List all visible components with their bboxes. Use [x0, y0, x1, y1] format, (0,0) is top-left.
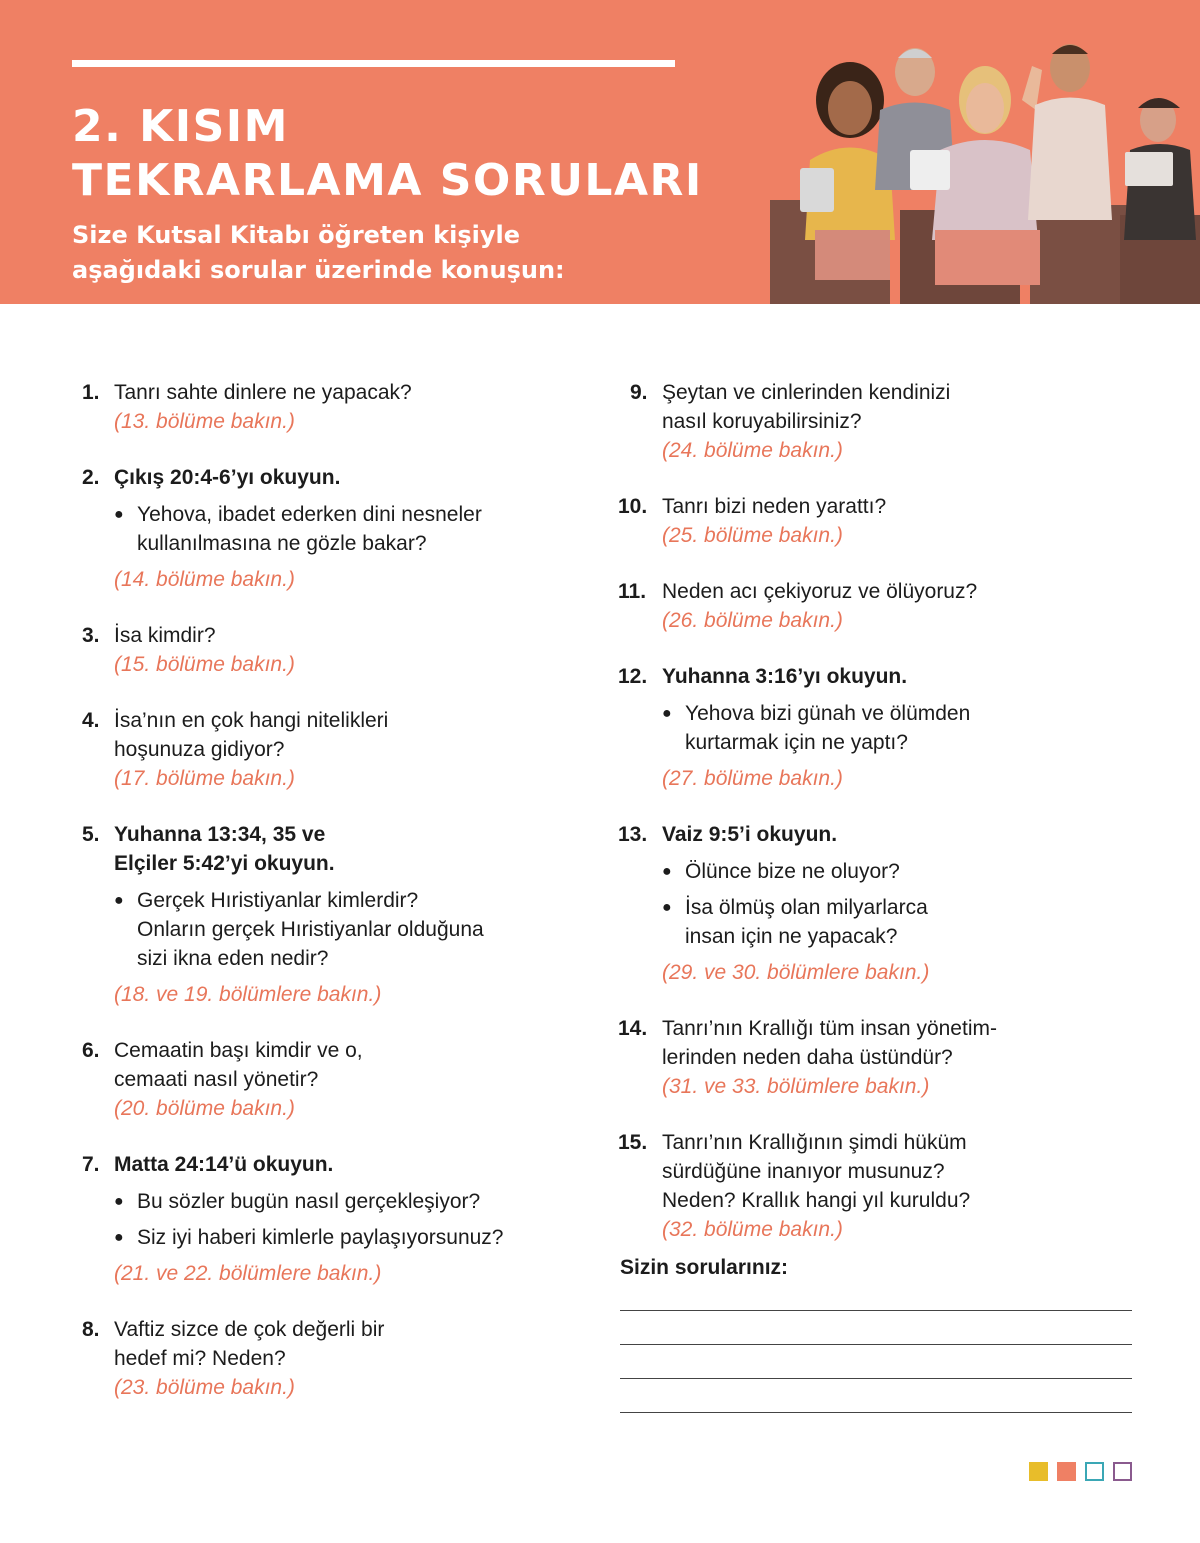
answer-line	[620, 1412, 1132, 1413]
scripture-instruction: Matta 24:14’ü okuyun.	[114, 1153, 334, 1176]
page-title	[72, 100, 703, 208]
question-number: 13.	[618, 823, 648, 846]
progress-square-empty	[1113, 1462, 1132, 1481]
header-banner	[0, 0, 1200, 304]
scripture-instruction: Çıkış 20:4-6’yı okuyun.	[114, 466, 341, 489]
question-text: Vaftiz sizce de çok değerli bir	[114, 1318, 385, 1341]
section-progress-squares	[1029, 1462, 1133, 1482]
question-number: 10.	[618, 495, 648, 518]
chapter-reference: (24. bölüme bakın.)	[662, 439, 843, 462]
question-number: 1.	[82, 381, 100, 404]
chapter-reference: (15. bölüme bakın.)	[114, 653, 295, 676]
scripture-instruction: Vaiz 9:5’i okuyun.	[662, 823, 838, 846]
bullet-item: ● Bu sözler bugün nasıl gerçekleşiyor?	[114, 1187, 582, 1216]
your-questions-label: Sizin sorularınız:	[620, 1256, 789, 1279]
bullet-list	[114, 1187, 582, 1252]
progress-square-filled	[1057, 1462, 1076, 1481]
chapter-reference: (27. bölüme bakın.)	[662, 767, 843, 790]
question-text: Şeytan ve cinlerinden kendinizi	[662, 381, 951, 404]
chapter-reference: (20. bölüme bakın.)	[114, 1097, 295, 1120]
answer-line	[620, 1344, 1132, 1345]
question-text: cemaati nasıl yönetir?	[114, 1068, 319, 1091]
bullet-item: ● Yehova bizi günah ve ölümden kurtarmak için ne yaptı?	[662, 699, 1148, 757]
bullet-list	[114, 886, 582, 973]
question-text: nasıl koruyabilirsiniz?	[662, 410, 862, 433]
progress-square-empty	[1085, 1462, 1104, 1481]
subtitle-line: Size Kutsal Kitabı öğreten kişiyle	[72, 221, 520, 249]
question-9	[618, 378, 1148, 465]
bullet-item: ● İsa ölmüş olan milyarlarca insan için ne yapacak?	[662, 893, 1148, 951]
page-subtitle	[72, 218, 565, 288]
question-text: İsa kimdir?	[114, 624, 216, 647]
question-13	[618, 820, 1148, 987]
question-10	[618, 492, 1148, 550]
bullet-item: ● Ölünce bize ne oluyor?	[662, 857, 1148, 886]
chapter-reference: (23. bölüme bakın.)	[114, 1376, 295, 1399]
question-5	[82, 820, 582, 1009]
question-14	[618, 1014, 1148, 1101]
question-2	[82, 463, 582, 594]
question-number: 3.	[82, 624, 100, 647]
question-text: Neden acı çekiyoruz ve ölüyoruz?	[662, 580, 978, 603]
question-number: 2.	[82, 466, 100, 489]
question-12	[618, 662, 1148, 793]
question-number: 5.	[82, 823, 100, 846]
bullet-list	[114, 500, 582, 558]
chapter-reference: (26. bölüme bakın.)	[662, 609, 843, 632]
chapter-reference: (31. ve 33. bölümlere bakın.)	[662, 1075, 930, 1098]
questions-left-column	[82, 378, 582, 1429]
chapter-reference: (21. ve 22. bölümlere bakın.)	[114, 1262, 382, 1285]
question-15	[618, 1128, 1148, 1244]
question-text: Neden? Krallık hangi yıl kuruldu?	[662, 1189, 971, 1212]
question-text: Tanrı bizi neden yarattı?	[662, 495, 887, 518]
question-number: 4.	[82, 709, 100, 732]
question-text: İsa’nın en çok hangi nitelikleri	[114, 709, 389, 732]
question-7	[82, 1150, 582, 1288]
chapter-reference: (29. ve 30. bölümlere bakın.)	[662, 961, 930, 984]
question-number: 15.	[618, 1131, 648, 1154]
chapter-reference: (17. bölüme bakın.)	[114, 767, 295, 790]
question-text: lerinden neden daha üstündür?	[662, 1046, 953, 1069]
question-text: hoşunuza gidiyor?	[114, 738, 285, 761]
bullet-item: ● Siz iyi haberi kimlerle paylaşıyorsunuz?	[114, 1223, 582, 1252]
questions-right-column	[618, 378, 1148, 1271]
answer-line	[620, 1310, 1132, 1311]
question-number: 9.	[630, 381, 648, 404]
question-3	[82, 621, 582, 679]
progress-square-filled	[1029, 1462, 1048, 1481]
scripture-instruction: Elçiler 5:42’yi okuyun.	[114, 852, 335, 875]
chapter-reference: (14. bölüme bakın.)	[114, 568, 295, 591]
bullet-item: ● Yehova, ibadet ederken dini nesneler kullanılmasına ne gözle bakar?	[114, 500, 582, 558]
question-number: 12.	[618, 665, 648, 688]
subtitle-line: aşağıdaki sorular üzerinde konuşun:	[72, 256, 565, 284]
question-text: hedef mi? Neden?	[114, 1347, 286, 1370]
question-number: 8.	[82, 1318, 100, 1341]
chapter-reference: (13. bölüme bakın.)	[114, 410, 295, 433]
title-line: 2. KISIM	[72, 101, 289, 152]
question-text: Cemaatin başı kimdir ve o,	[114, 1039, 363, 1062]
question-6	[82, 1036, 582, 1123]
audience-illustration	[760, 30, 1200, 304]
scripture-instruction: Yuhanna 3:16’yı okuyun.	[662, 665, 908, 688]
chapter-reference: (25. bölüme bakın.)	[662, 524, 843, 547]
chapter-reference: (18. ve 19. bölümlere bakın.)	[114, 983, 382, 1006]
title-line: TEKRARLAMA SORULARI	[72, 155, 703, 206]
question-text: Tanrı’nın Krallığının şimdi hüküm	[662, 1131, 967, 1154]
chapter-reference: (32. bölüme bakın.)	[662, 1218, 843, 1241]
question-4	[82, 706, 582, 793]
answer-line	[620, 1378, 1132, 1379]
question-number: 7.	[82, 1153, 100, 1176]
question-number: 11.	[618, 580, 647, 603]
question-text: Tanrı sahte dinlere ne yapacak?	[114, 381, 412, 404]
scripture-instruction: Yuhanna 13:34, 35 ve	[114, 823, 326, 846]
question-1	[82, 378, 582, 436]
question-text: sürdüğüne inanıyor musunuz?	[662, 1160, 945, 1183]
bullet-list	[662, 699, 1148, 757]
bullet-list	[662, 857, 1148, 951]
question-11	[618, 577, 1148, 635]
question-text: Tanrı’nın Krallığı tüm insan yönetim-	[662, 1017, 997, 1040]
question-number: 14.	[618, 1017, 648, 1040]
header-rule	[72, 60, 675, 67]
question-number: 6.	[82, 1039, 100, 1062]
question-8	[82, 1315, 582, 1402]
bullet-item: ● Gerçek Hıristiyanlar kimlerdir? Onların gerçek Hıristiyanlar olduğuna sizi ikna eden nedir?	[114, 886, 582, 973]
